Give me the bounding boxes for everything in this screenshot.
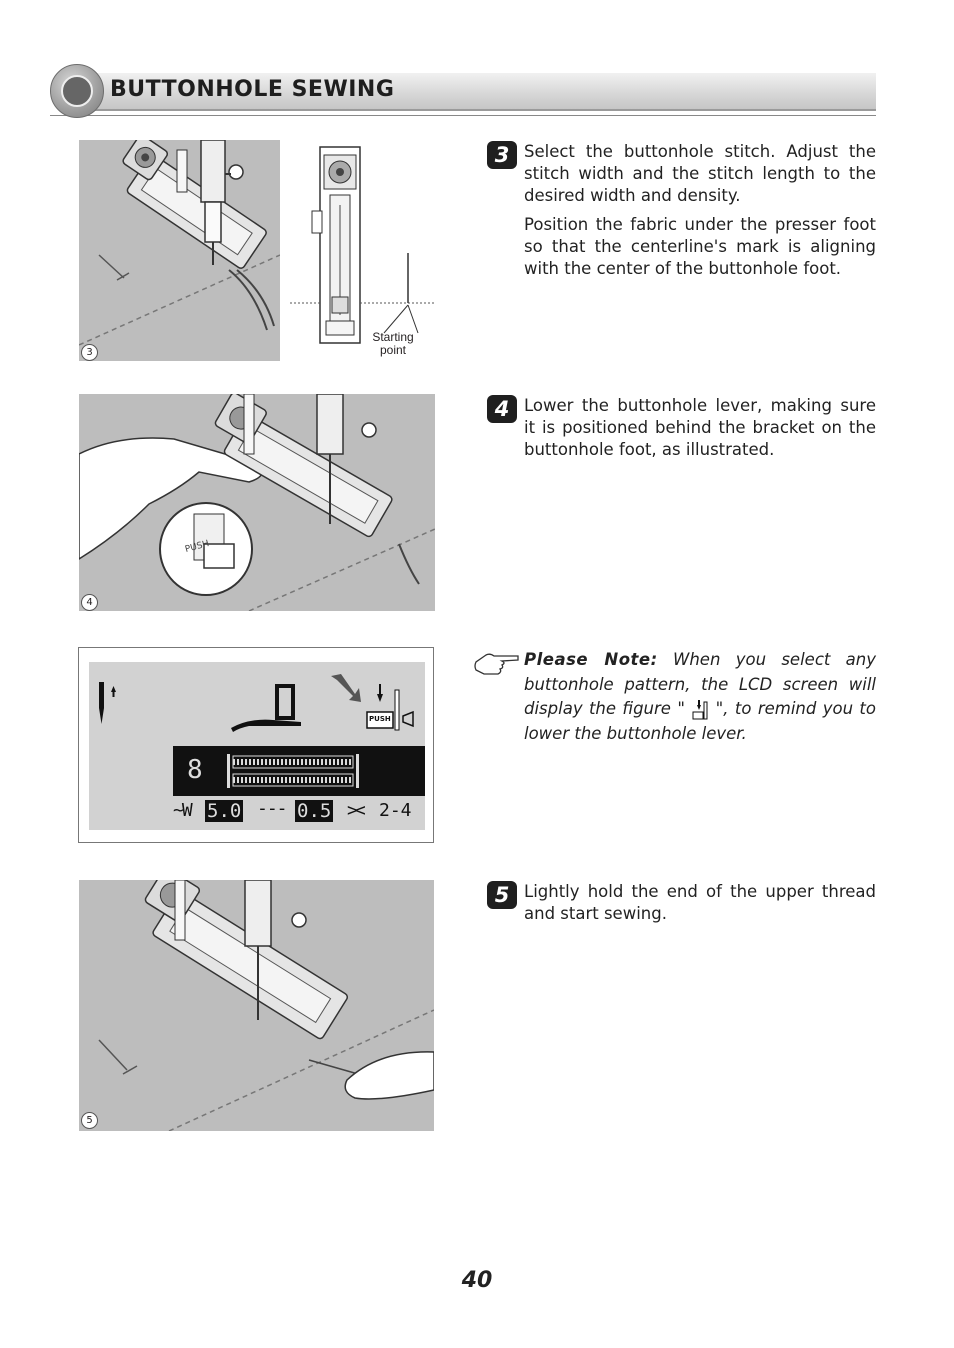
bobbin-icon xyxy=(50,64,104,118)
page-title: BUTTONHOLE SEWING xyxy=(110,77,395,102)
note-label: Please Note: xyxy=(524,650,658,669)
step-number-badge: 5 xyxy=(487,881,517,909)
stitch-width-value: 5.0 xyxy=(207,800,242,822)
stitch-length-value: 0.5 xyxy=(297,800,332,822)
buttonhole-foot-diagram xyxy=(290,145,440,345)
step-3 xyxy=(487,141,876,287)
tension-range: 2-4 xyxy=(379,800,412,821)
figure-4 xyxy=(79,394,435,611)
figure-label: 4 xyxy=(81,594,98,611)
lcd-figure xyxy=(78,647,434,843)
step-number-badge: 3 xyxy=(487,141,517,169)
step-number-badge: 4 xyxy=(487,395,517,423)
lever-illustration xyxy=(79,394,435,611)
section-header xyxy=(50,62,876,118)
stitch-length-icon: --- xyxy=(257,798,287,819)
buttonhole-lever-mini-icon xyxy=(691,699,709,721)
step-paragraph: Lower the buttonhole lever, making sure it is positioned behind the bracket on the buttonhole foot, as illustrated. xyxy=(524,396,876,459)
presser-foot-icon xyxy=(229,680,319,734)
stitch-width-icon: ~W xyxy=(173,800,191,821)
lcd-screen xyxy=(89,662,425,830)
presser-foot-illustration xyxy=(79,140,280,361)
buttonhole-lever-icon xyxy=(327,672,423,734)
push-label: PUSH xyxy=(184,538,211,556)
sewing-illustration xyxy=(79,880,434,1131)
header-rule xyxy=(50,115,876,116)
step-4 xyxy=(487,395,876,468)
please-note xyxy=(472,648,876,746)
needle-position-icon xyxy=(95,680,119,728)
stitch-settings-row xyxy=(89,800,425,826)
figure-3 xyxy=(79,140,280,361)
figure-5 xyxy=(79,880,434,1131)
starting-point-caption: Starting point xyxy=(372,330,414,357)
pattern-bar xyxy=(173,746,425,796)
figure-label: 3 xyxy=(81,344,98,361)
step-5 xyxy=(487,881,876,932)
note-text-after: ", to remind you to lower the buttonhole lever. xyxy=(524,699,876,743)
step-paragraph: Select the buttonhole stitch. Adjust the stitch width and the stitch length to the desired width and density. xyxy=(524,142,876,205)
pattern-number: 8 xyxy=(187,755,203,785)
step-paragraph: Lightly hold the end of the upper thread and start sewing. xyxy=(524,882,876,923)
tension-icon: >< xyxy=(347,800,363,821)
lcd-push-label: PUSH xyxy=(369,715,391,723)
page-number: 40 xyxy=(461,1268,493,1293)
buttonhole-pattern-icon xyxy=(223,752,363,790)
note-text-before: When you select any buttonhole pattern, the LCD screen will display the figure " xyxy=(524,650,876,718)
figure-label: 5 xyxy=(81,1112,98,1129)
pointing-hand-icon xyxy=(472,650,520,676)
step-paragraph: Position the fabric under the presser foot so that the centerline's mark is aligning with the center of the buttonhole foot. xyxy=(524,215,876,278)
